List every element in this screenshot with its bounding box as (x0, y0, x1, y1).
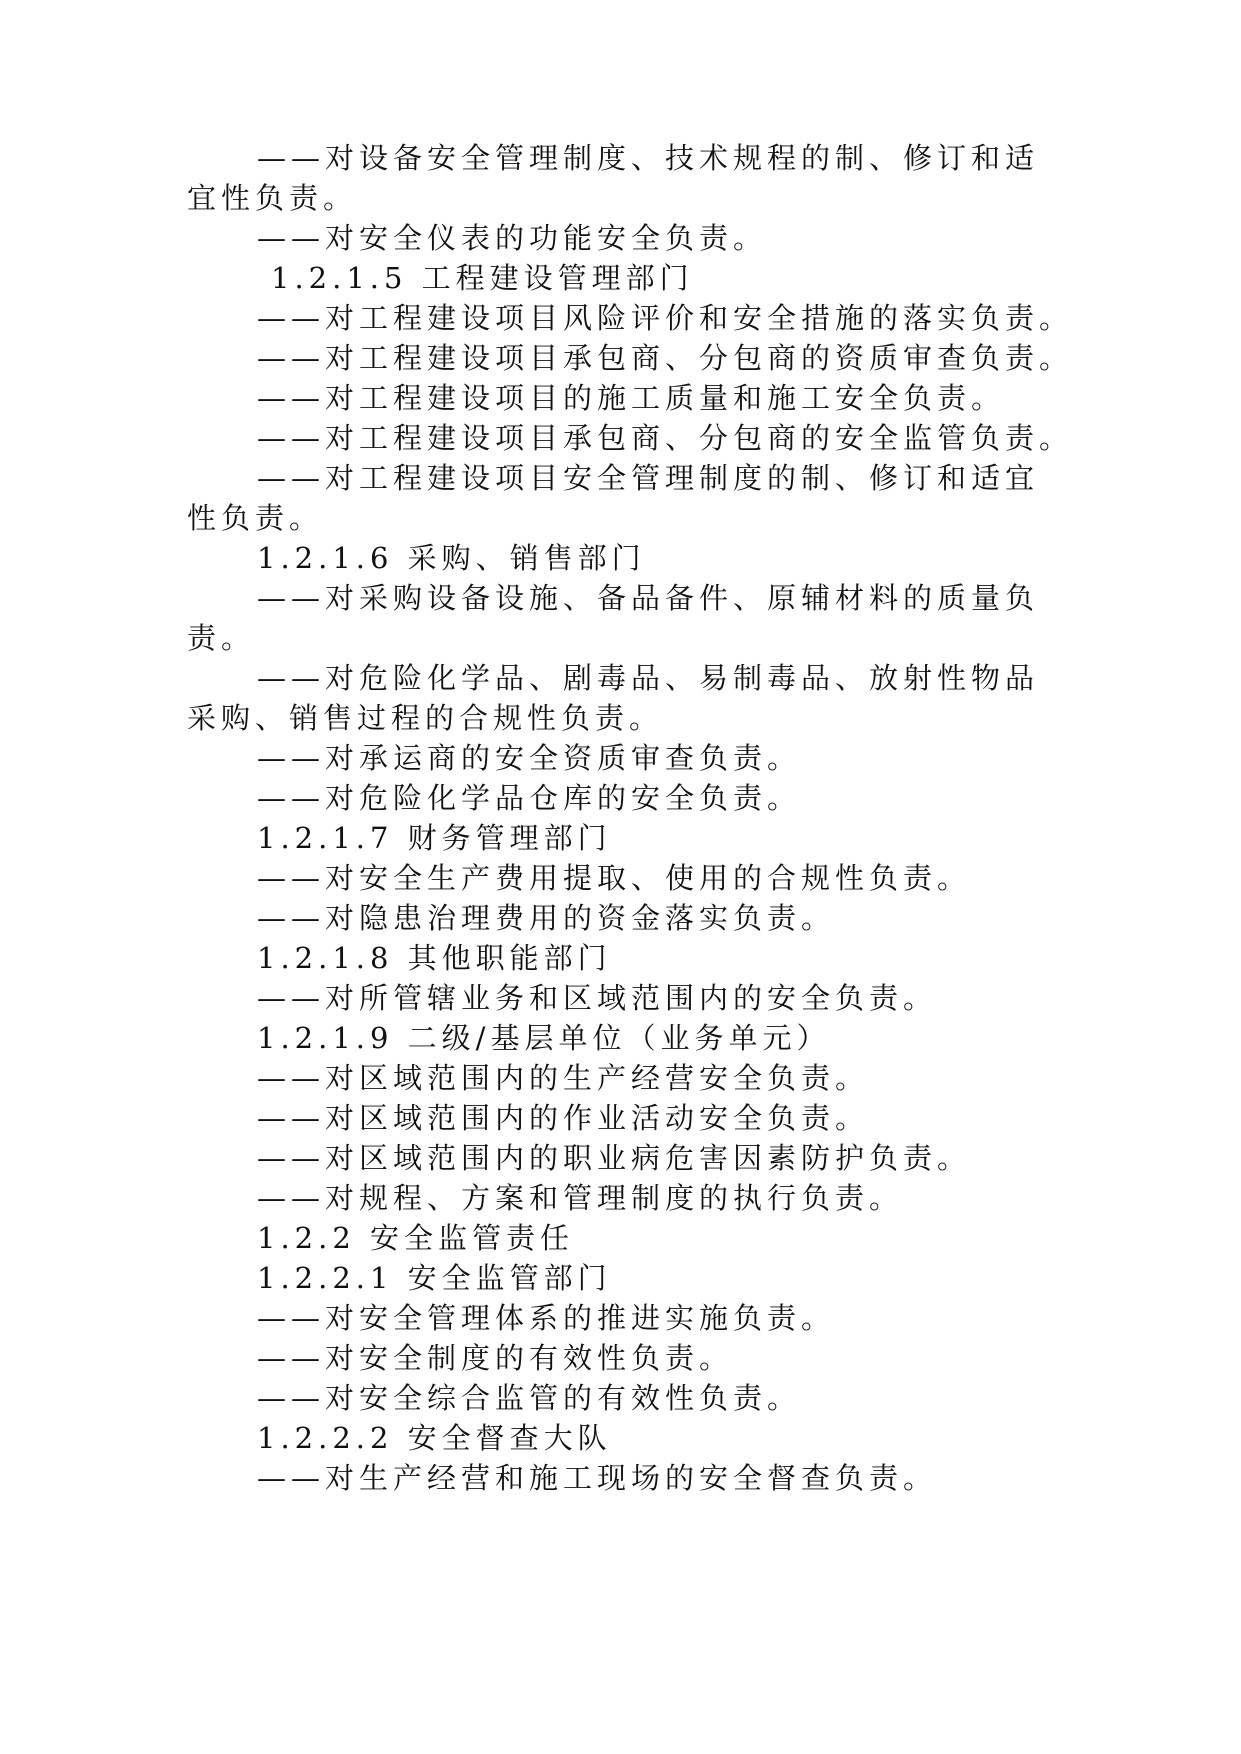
paragraph-line: ——对承运商的安全资质审查负责。 (257, 741, 802, 775)
section-heading: 1.2.2.2 安全督查大队 (257, 1421, 612, 1455)
paragraph-line: ——对安全综合监管的有效性负责。 (257, 1381, 802, 1415)
section-heading: 1.2.1.8 其他职能部门 (257, 941, 612, 975)
paragraph-line: ——对区域范围内的职业病危害因素防护负责。 (257, 1141, 972, 1175)
paragraph-line: ——对设备安全管理制度、技术规程的制、修订和适 (257, 141, 1040, 175)
paragraph-line: ——对采购设备设施、备品备件、原辅材料的质量负 (257, 581, 1040, 615)
paragraph-line: ——对工程建设项目风险评价和安全措施的落实负责。 (257, 301, 1074, 335)
paragraph-line: ——对安全制度的有效性负责。 (257, 1341, 734, 1375)
paragraph-line: ——对区域范围内的生产经营安全负责。 (257, 1061, 870, 1095)
section-heading: 1.2.1.5 工程建设管理部门 (271, 261, 694, 295)
paragraph-line: ——对工程建设项目的施工质量和施工安全负责。 (257, 381, 1006, 415)
section-heading: 1.2.1.6 采购、销售部门 (257, 541, 646, 575)
paragraph-line: ——对危险化学品仓库的安全负责。 (257, 781, 802, 815)
paragraph-line: ——对工程建设项目承包商、分包商的资质审查负责。 (257, 341, 1074, 375)
section-heading: 1.2.2.1 安全监管部门 (257, 1261, 612, 1295)
paragraph-line: 采购、销售过程的合规性负责。 (187, 701, 664, 735)
section-heading: 1.2.1.7 财务管理部门 (257, 821, 612, 855)
paragraph-line: ——对安全生产费用提取、使用的合规性负责。 (257, 861, 972, 895)
paragraph-line: ——对生产经营和施工现场的安全督查负责。 (257, 1461, 938, 1495)
paragraph-line: 宜性负责。 (187, 181, 358, 215)
paragraph-line: ——对工程建设项目承包商、分包商的安全监管负责。 (257, 421, 1074, 455)
paragraph-line: ——对安全仪表的功能安全负责。 (257, 221, 768, 255)
paragraph-line: ——对危险化学品、剧毒品、易制毒品、放射性物品 (257, 661, 1040, 695)
paragraph-line: ——对安全管理体系的推进实施负责。 (257, 1301, 836, 1335)
paragraph-line: 责。 (187, 621, 256, 655)
paragraph-line: ——对区域范围内的作业活动安全负责。 (257, 1101, 870, 1135)
paragraph-line: ——对规程、方案和管理制度的执行负责。 (257, 1181, 904, 1215)
paragraph-line: 性负责。 (187, 501, 324, 535)
paragraph-line: ——对所管辖业务和区域范围内的安全负责。 (257, 981, 938, 1015)
paragraph-line: ——对隐患治理费用的资金落实负责。 (257, 901, 836, 935)
paragraph-line: ——对工程建设项目安全管理制度的制、修订和适宜 (257, 461, 1040, 495)
section-heading: 1.2.1.9 二级/基层单位（业务单元） (257, 1021, 831, 1055)
section-heading: 1.2.2 安全监管责任 (257, 1221, 575, 1255)
